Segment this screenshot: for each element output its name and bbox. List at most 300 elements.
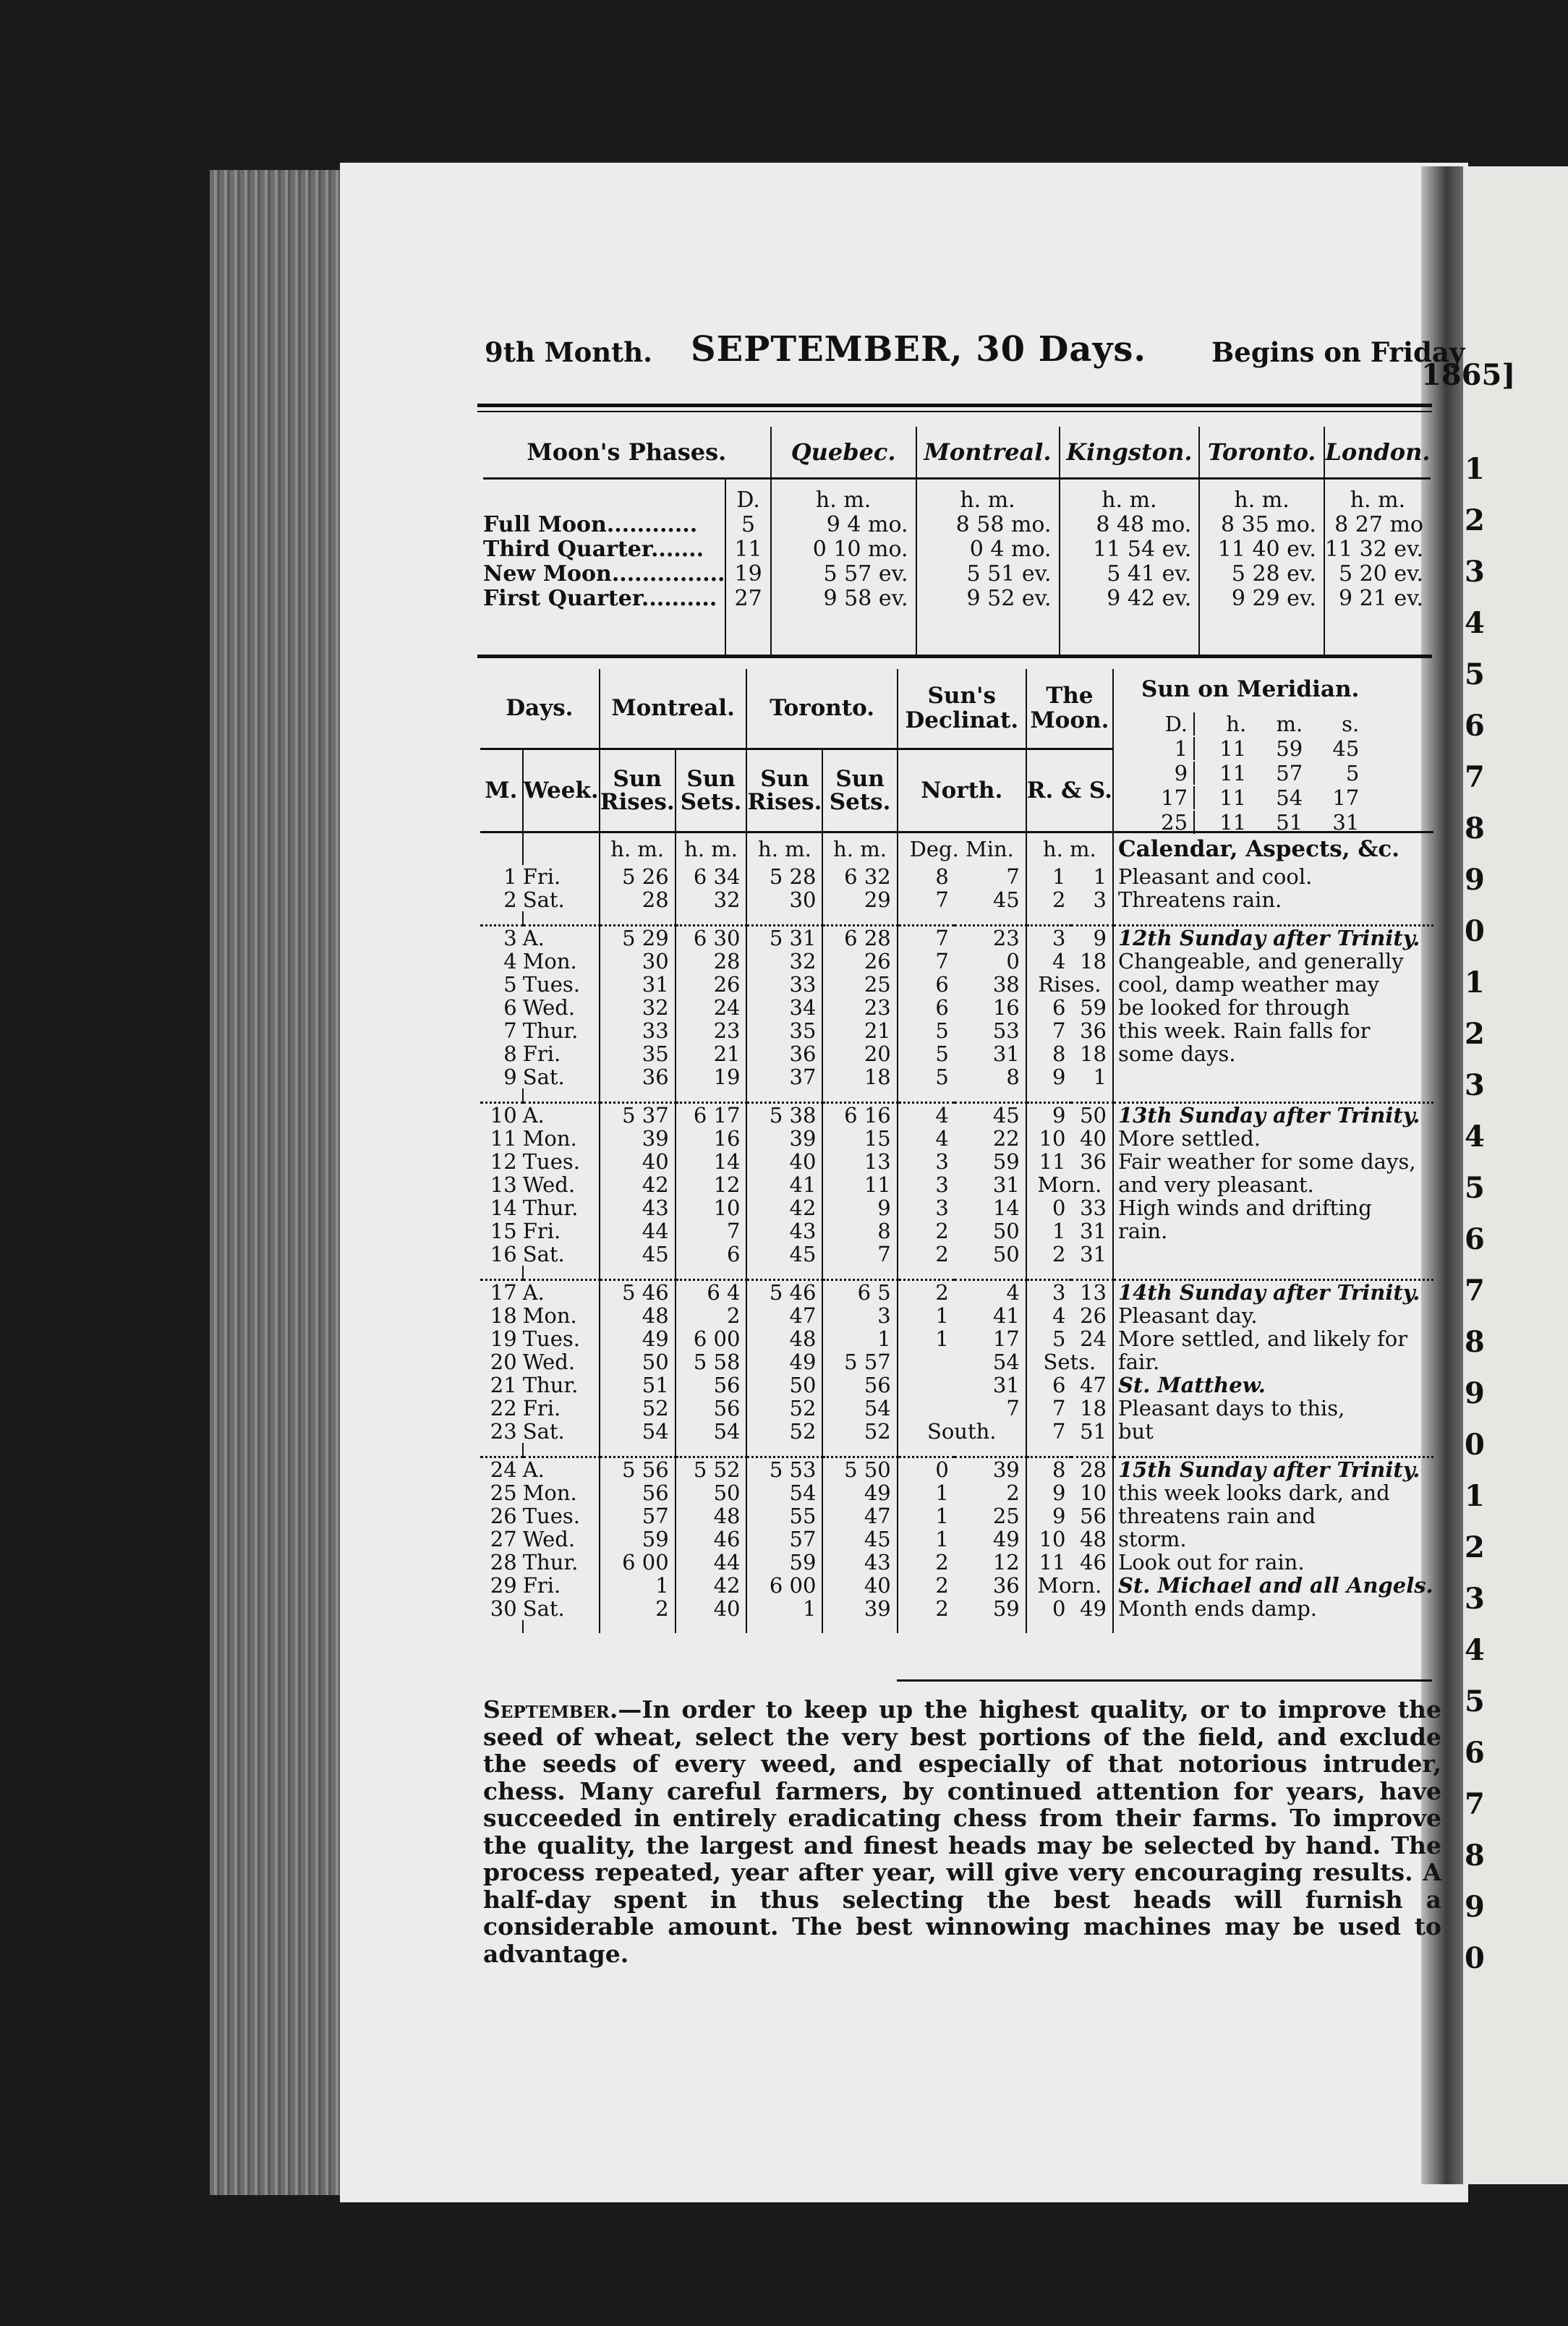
day-deg-cell: 7 [898,888,955,911]
day-deg-cell: 5 [898,1042,955,1065]
day-deg-cell: 2 [898,1551,955,1574]
day-mh-cell: 1 [1026,865,1072,888]
day-row [480,950,1433,973]
day-mh-cell: 3 [1026,1279,1072,1304]
day-ms-cell: 2 [676,1304,747,1327]
day-mm-cell: 49 [1080,1596,1107,1621]
margin-number: 0 [1465,914,1485,948]
header-toronto-rises: Sun Rises. [746,749,822,832]
day-deg-cell: 6 [898,996,955,1019]
day-note-cell: and very pleasant. [1113,1173,1433,1196]
day-mr-cell: 54 [600,1420,676,1443]
day-ts-cell: 11 [822,1173,897,1196]
day-min-cell: 59 [992,1149,1020,1174]
meridian-cell: 11 [1193,811,1250,834]
day-mh-cell: 11 [1026,1150,1072,1173]
day-m-cell: 3 [480,925,523,950]
day-mh-cell: 9 [1026,1065,1072,1089]
day-mh-cell: 7 [1026,1397,1072,1420]
margin-number: 4 [1465,1120,1485,1154]
day-m-cell: 7 [503,1018,517,1043]
day-w-cell: Thur. [522,1195,579,1220]
moon-quebec-cell: 5 57 ev. [771,562,916,587]
day-deg-cell: 2 [898,1574,955,1597]
moon-montreal-cell: 0 4 mo. [916,537,1060,562]
day-tr-cell: 50 [746,1373,822,1397]
day-m-cell: 25 [490,1480,517,1505]
day-ts-cell: 5 50 [822,1457,897,1481]
day-mr-cell: 6 00 [600,1551,676,1574]
day-note-cell: this week looks dark, and [1113,1481,1433,1504]
day-tr-cell: 5 38 [746,1102,822,1127]
moon-phase-row [483,562,1431,587]
day-ts-cell: 13 [822,1150,897,1173]
day-mm-cell: 48 [1080,1526,1107,1551]
day-min-cell: 0 [1006,948,1020,974]
day-tr-cell: 5 53 [746,1457,822,1481]
day-ms-cell: 24 [676,996,747,1019]
day-row [480,1574,1433,1597]
moon-header-kingston: Kingston. [1060,427,1200,479]
day-note-cell: St. Matthew. [1113,1373,1433,1397]
day-deg-cell: 7 [898,950,955,973]
day-mm-cell: 10 [1080,1480,1107,1505]
day-w-cell: Thur. [522,1372,579,1397]
moon-header-london: London. [1324,427,1431,479]
day-m-cell: 22 [490,1395,517,1420]
day-ms-cell: 12 [676,1173,747,1196]
day-deg-cell: 0 [898,1457,955,1481]
moon-london-cell: 9 21 ev. [1324,587,1431,611]
margin-number: 4 [1465,1633,1485,1667]
day-deg-cell: 6 [898,973,955,996]
day-min-cell: 54 [992,1349,1020,1374]
day-ts-cell: 29 [822,888,897,911]
day-ts-cell: 5 57 [822,1350,897,1373]
day-ts-cell: 1 [822,1327,897,1350]
day-deg-cell: 5 [898,1019,955,1042]
day-w-cell: Wed. [522,1172,576,1197]
day-ms-cell: 6 34 [676,865,747,888]
day-deg-cell: 1 [898,1481,955,1504]
day-row [480,1528,1433,1551]
day-tr-cell: 30 [746,888,822,911]
day-mh-cell: 4 [1026,1304,1072,1327]
day-tr-cell: 33 [746,973,822,996]
day-w-cell: Tues. [522,971,580,997]
day-note-cell: 12th Sunday after Trinity. [1113,925,1433,950]
margin-number: 4 [1465,606,1485,640]
day-row [480,1551,1433,1574]
day-min-cell: 45 [955,1102,1026,1127]
day-mr-cell: 35 [600,1042,676,1065]
table-end-rule [897,1679,1432,1682]
day-ts-cell: 6 16 [822,1102,897,1127]
day-row [480,1304,1433,1327]
day-min-cell: 49 [992,1526,1020,1551]
day-tr-cell: 34 [746,996,822,1019]
day-ms-cell: 10 [676,1196,747,1219]
day-mr-cell: 2 [600,1597,676,1620]
margin-number: 6 [1465,1736,1485,1770]
day-w-cell: Mon. [522,1480,577,1505]
day-note-cell: Threatens rain. [1113,888,1433,911]
day-w-cell: A. [523,925,600,950]
day-note-cell: 14th Sunday after Trinity. [1113,1279,1433,1304]
meridian-title: Sun on Meridian. [1141,676,1360,702]
day-ts-cell: 54 [822,1397,897,1420]
day-tr-cell: 52 [746,1397,822,1420]
day-mh-cell: 1 [1026,1219,1072,1243]
day-mm-cell: 36 [1080,1149,1107,1174]
day-mr-cell: 56 [600,1481,676,1504]
day-mr-cell: 32 [600,996,676,1019]
day-ts-cell: 26 [822,950,897,973]
day-tr-cell: 42 [746,1196,822,1219]
day-deg-cell: 1 [898,1528,955,1551]
day-mr-cell: 36 [600,1065,676,1089]
day-w-cell: Tues. [522,1503,580,1528]
day-mr-cell: 28 [600,888,676,911]
day-ts-cell: 45 [822,1528,897,1551]
day-mh-cell: 3 [1026,925,1072,950]
day-deg-cell: 8 [898,865,955,888]
year-label: 1865] [1421,358,1516,392]
day-m-cell: 1 [503,864,517,889]
day-row [480,1127,1433,1150]
day-row [480,1243,1433,1266]
header-montreal: Montreal. [600,669,747,749]
day-note-cell: Look out for rain. [1113,1551,1433,1574]
day-mm-cell: 40 [1080,1125,1107,1151]
day-m-cell: 6 [503,994,517,1020]
day-note-cell: some days. [1113,1042,1433,1065]
day-ms-cell: 28 [676,950,747,973]
day-tr-cell: 54 [746,1481,822,1504]
day-min-cell: 31 [992,1372,1020,1397]
day-note-cell: 15th Sunday after Trinity. [1113,1457,1433,1481]
day-row [480,1420,1433,1443]
day-tr-cell: 49 [746,1350,822,1373]
day-m-cell: 26 [490,1503,517,1528]
unit-hm: h. m. [746,832,822,865]
day-mr-cell: 44 [600,1219,676,1243]
day-mr-cell: 59 [600,1528,676,1551]
day-note-cell [1113,1065,1433,1089]
day-mm-cell: 33 [1080,1195,1107,1220]
unit-degmin: Deg. Min. [898,832,1026,865]
meridian-cell: 11 [1193,786,1250,809]
day-row [480,1373,1433,1397]
header-week: Week. [523,749,600,832]
moon-montreal-cell: 5 51 ev. [916,562,1060,587]
header-declination: Sun's Declinat. [898,669,1026,749]
unit-hm: h. m. [600,832,676,865]
moon-toronto-cell: 8 35 mo. [1199,513,1324,537]
day-w-cell: Wed. [522,994,576,1020]
day-deg-cell: 3 [898,1196,955,1219]
day-m-cell: 15 [490,1218,517,1243]
margin-number: 2 [1465,503,1485,537]
day-deg-cell: South. [898,1420,1026,1443]
meridian-cell: 31 [1332,810,1360,835]
moon-unit-hm: h. m. [1199,479,1324,514]
day-note-cell: More settled, and likely for [1113,1327,1433,1350]
day-note-cell: storm. [1113,1528,1433,1551]
moon-quebec-cell: 9 58 ev. [771,587,916,611]
day-deg-cell [898,1397,955,1420]
day-mm-cell: 24 [1080,1326,1107,1351]
day-mr-cell: 50 [600,1350,676,1373]
moon-phase-row [483,537,1431,562]
day-w-cell: Fri. [522,1218,561,1243]
week-spacer [480,1443,1433,1457]
moon-d-cell: 19 [725,562,770,587]
day-row [480,1327,1433,1350]
day-m-cell: 27 [490,1526,517,1551]
header-north: North. [898,749,1026,832]
moon-toronto-cell: 11 40 ev. [1199,537,1324,562]
day-ts-cell: 25 [822,973,897,996]
day-tr-cell: 52 [746,1420,822,1443]
moon-quebec-cell: 9 4 mo. [771,513,916,537]
day-mh-cell: Rises. [1026,973,1113,996]
day-m-cell: 21 [490,1372,517,1397]
day-mm-cell: 3 [1093,887,1107,912]
day-m-cell: 13 [490,1172,517,1197]
day-ms-cell: 14 [676,1150,747,1173]
book-edge [210,170,347,2195]
day-row [480,1219,1433,1243]
day-mm-cell: 31 [1080,1218,1107,1243]
day-mr-cell: 30 [600,950,676,973]
day-min-cell: 14 [992,1195,1020,1220]
meridian-cell: 1 [1174,736,1188,761]
day-mr-cell: 45 [600,1243,676,1266]
day-row [480,1481,1433,1504]
meridian-cell: 5 [1345,761,1360,785]
day-ms-cell: 56 [676,1397,747,1420]
day-mr-cell: 39 [600,1127,676,1150]
day-w-cell: Fri. [522,1395,561,1420]
header-toronto: Toronto. [746,669,897,749]
day-mm-cell: 1 [1093,1064,1107,1089]
day-tr-cell: 5 31 [746,925,822,950]
day-min-cell: 50 [992,1241,1020,1266]
header-toronto-sets: Sun Sets. [822,749,897,832]
day-ts-cell: 56 [822,1373,897,1397]
week-spacer [480,1266,1433,1280]
moon-kingston-cell: 11 54 ev. [1060,537,1200,562]
day-w-cell: Wed. [522,1526,576,1551]
day-mh-cell: 7 [1026,1420,1072,1443]
moon-london-cell: 8 27 mo [1324,513,1431,537]
meridian-cell: 45 [1332,736,1360,761]
day-mm-cell: 31 [1080,1241,1107,1266]
day-mr-cell: 57 [600,1504,676,1528]
day-ms-cell: 56 [676,1373,747,1397]
day-ts-cell: 7 [822,1243,897,1266]
margin-number: 7 [1465,1274,1485,1308]
day-row [480,1150,1433,1173]
day-m-cell: 24 [480,1457,523,1481]
paragraph-text: —In order to keep up the highest quality, or to improve the seed of wheat, select the very best portions of the field, and exclude the seeds of every weed, and especially of that notorious intruder, chess. Many careful farmers, by continued attention for years, have succeeded in entirely eradicating chess from their farms. To improve the quality, the largest and finest heads may be selected by hand. The process repeated, year after year, will give very encouraging results. A half-day spent in thus selecting the best heads will furnish a considerable amount. The best winnowing machines may be used to advantage. [483,1695,1441,1968]
day-ts-cell: 6 32 [822,865,897,888]
day-note-cell [1113,1243,1433,1266]
moon-d-cell: 5 [725,513,770,537]
day-mm-cell: 36 [1080,1018,1107,1043]
day-ts-cell: 8 [822,1219,897,1243]
day-w-cell: Mon. [522,1125,577,1151]
day-mr-cell: 31 [600,973,676,996]
meridian-cell: 11 [1193,762,1250,785]
moon-london-cell: 11 32 ev. [1324,537,1431,562]
day-ts-cell: 52 [822,1420,897,1443]
margin-number: 3 [1465,555,1485,589]
day-m-cell: 18 [490,1303,517,1328]
day-min-cell: 2 [1006,1480,1020,1505]
day-tr-cell: 32 [746,950,822,973]
day-mh-cell: 6 [1026,1373,1072,1397]
day-mh-cell: 8 [1026,1042,1072,1065]
day-w-cell: Thur. [522,1549,579,1575]
unit-hm: h. m. [676,832,747,865]
moon-phase-cell: Third Quarter....... [483,537,704,562]
header-days: Days. [480,669,600,749]
day-note-cell: Pleasant days to this, [1113,1397,1433,1420]
day-w-cell: Fri. [522,1572,561,1598]
day-tr-cell: 41 [746,1173,822,1196]
day-mh-cell: Morn. [1026,1574,1113,1597]
day-min-cell: 45 [992,887,1020,912]
day-mh-cell: 10 [1026,1528,1072,1551]
day-min-cell: 23 [955,925,1026,950]
day-w-cell: Mon. [522,1303,577,1328]
meridian-cell: 57 [1276,761,1303,785]
day-mh-cell: Morn. [1026,1173,1113,1196]
margin-number: 9 [1465,1890,1485,1924]
day-deg-cell: 2 [898,1219,955,1243]
moon-kingston-cell: 8 48 mo. [1060,513,1200,537]
meridian-cell: 59 [1276,736,1303,761]
day-mm-cell: 50 [1071,1102,1113,1127]
day-mr-cell: 40 [600,1150,676,1173]
day-row [480,1019,1433,1042]
day-tr-cell: 47 [746,1304,822,1327]
day-row [480,1397,1433,1420]
day-mh-cell: 2 [1026,1243,1072,1266]
day-ms-cell: 42 [676,1574,747,1597]
day-note-cell: High winds and drifting [1113,1196,1433,1219]
day-mh-cell: 11 [1026,1551,1072,1574]
days-table [480,669,1433,1633]
unit-hm: h. m. [822,832,897,865]
margin-number: 6 [1465,1222,1485,1256]
day-mh-cell: 6 [1026,996,1072,1019]
header-rule-thin [477,411,1432,412]
day-mm-cell: 13 [1071,1279,1113,1304]
day-row [480,865,1433,888]
day-m-cell: 30 [490,1596,517,1621]
day-mr-cell: 33 [600,1019,676,1042]
day-ts-cell: 20 [822,1042,897,1065]
header-rule [477,404,1432,407]
day-mh-cell: 7 [1026,1019,1072,1042]
margin-number: 1 [1465,452,1485,486]
day-mm-cell: 9 [1071,925,1113,950]
margin-number: 9 [1465,863,1485,897]
moon-kingston-cell: 9 42 ev. [1060,587,1200,611]
day-m-cell: 19 [490,1326,517,1351]
day-note-cell: be looked for through [1113,996,1433,1019]
day-deg-cell: 5 [898,1065,955,1089]
header-m: M. [480,749,523,832]
day-deg-cell: 7 [898,925,955,950]
margin-number: 3 [1465,1068,1485,1102]
day-ts-cell: 49 [822,1481,897,1504]
day-tr-cell: 5 28 [746,865,822,888]
day-m-cell: 28 [490,1549,517,1575]
day-tr-cell: 35 [746,1019,822,1042]
moon-unit-hm: h. m. [1060,479,1200,514]
day-min-cell: 59 [992,1596,1020,1621]
day-deg-cell: 2 [898,1243,955,1266]
day-note-cell: threatens rain and [1113,1504,1433,1528]
meridian-unit: h. [1193,712,1250,736]
day-m-cell: 2 [503,887,517,912]
day-w-cell: Sat. [522,1064,565,1089]
meridian-unit: s. [1342,712,1360,736]
day-w-cell: Tues. [522,1326,580,1351]
day-tr-cell: 36 [746,1042,822,1065]
page-title: SEPTEMBER, 30 Days. [691,329,1147,370]
margin-number: 3 [1465,1582,1485,1616]
day-note-cell: but [1113,1420,1433,1443]
day-ms-cell: 6 17 [676,1102,747,1127]
day-tr-cell: 43 [746,1219,822,1243]
moon-toronto-cell: 5 28 ev. [1199,562,1324,587]
day-deg-cell: 3 [898,1150,955,1173]
day-note-cell: this week. Rain falls for [1113,1019,1433,1042]
day-ts-cell: 40 [822,1574,897,1597]
day-m-cell: 20 [490,1349,517,1374]
day-note-cell: rain. [1113,1219,1433,1243]
day-ms-cell: 21 [676,1042,747,1065]
day-m-cell: 12 [490,1149,517,1174]
paragraph-lead: September. [483,1695,618,1724]
day-w-cell: A. [523,1457,600,1481]
moon-phase-row [483,587,1431,611]
header-montreal-rises: Sun Rises. [600,749,676,832]
day-mm-cell: 18 [1080,1395,1107,1420]
day-note-cell: More settled. [1113,1127,1433,1150]
margin-number: 0 [1465,1941,1485,1975]
day-m-cell: 9 [503,1064,517,1089]
day-m-cell: 23 [490,1418,517,1444]
day-mm-cell: 56 [1080,1503,1107,1528]
margin-number: 2 [1465,1530,1485,1564]
day-mm-cell: 1 [1093,864,1107,889]
day-w-cell: A. [523,1279,600,1304]
day-row [480,996,1433,1019]
day-note-cell: 13th Sunday after Trinity. [1113,1102,1433,1127]
day-note-cell: fair. [1113,1350,1433,1373]
moon-phase-cell: First Quarter.......... [483,586,717,611]
moon-d-cell: 11 [725,537,770,562]
day-mr-cell: 5 37 [600,1102,676,1127]
meridian-cell: 25 [1161,810,1188,835]
meridian-cell: 17 [1161,785,1188,810]
